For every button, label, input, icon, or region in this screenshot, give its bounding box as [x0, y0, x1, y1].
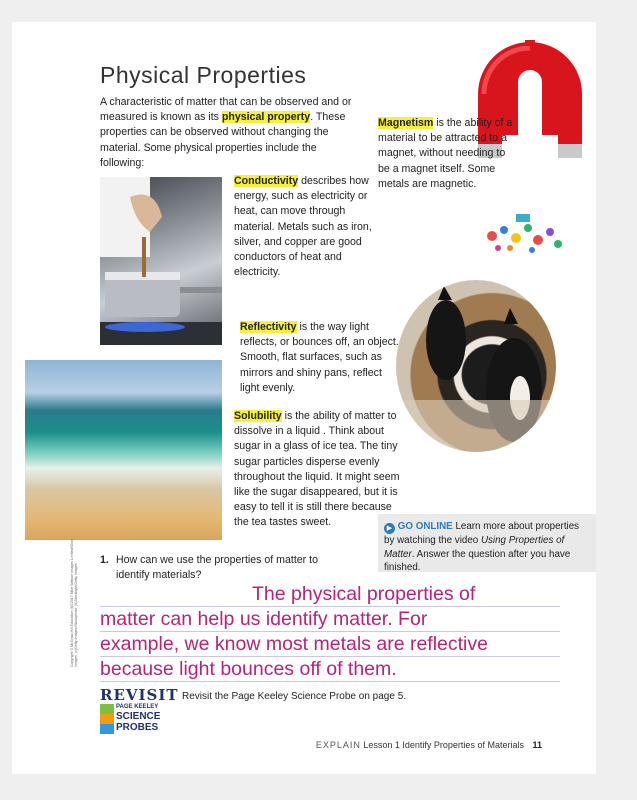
page-number: 11	[532, 740, 542, 750]
revisit-label: REVISIT	[100, 686, 179, 704]
physical-property-term: physical property	[221, 111, 311, 124]
ocean-wave-beach-image	[25, 360, 222, 540]
page-footer	[316, 740, 542, 750]
answer-line-4: because light bounces off of them.	[100, 658, 397, 680]
solubility-text: is the ability of matter to dissolve in a liquid . Think about sugar in a glass of ice tea. The tiny sugar particles disperse evenly throughout the liquid. It might seem like the sugar disappeared, but it is easy to tell it is still there because the tea tastes sweet.	[234, 410, 400, 529]
play-icon[interactable]: ▶	[384, 523, 395, 534]
magnetism-paragraph	[378, 116, 518, 192]
logo-line-1: PAGE KEELEY	[116, 704, 159, 710]
probes-logo-icon	[100, 704, 114, 734]
go-online-text	[384, 520, 590, 575]
cat-illustration	[396, 280, 556, 452]
textbook-page	[12, 22, 596, 774]
cat-in-mirror-image	[396, 280, 556, 452]
reflectivity-paragraph	[240, 320, 400, 396]
pan-illustration	[100, 177, 222, 345]
reflectivity-term: Reflectivity	[240, 321, 297, 333]
intro-text-pre: A characteristic of matter that can be observed and or measured is known as its	[100, 96, 352, 124]
footer-section: EXPLAIN	[315, 740, 361, 750]
copyright-credit: Copyright © McGraw-Hill Education (t)©2017 Mike Watson Images Limited/Glow Images, (c)Getty Images/iStockphoto, (b)Stockbyte/Getty Images	[70, 539, 79, 667]
page-title: Physical Properties	[100, 62, 307, 88]
science-probes-logo	[100, 704, 180, 734]
revisit-text: Revisit the Page Keeley Science Probe on page 5.	[182, 691, 407, 702]
answer-line-2: matter can help us identify matter. For	[100, 608, 428, 630]
go-online-post: . Answer the question after you have finished.	[384, 548, 571, 573]
logo-line-2: SCIENCE	[116, 711, 161, 722]
logo-line-3: PROBES	[116, 722, 159, 733]
solubility-term: Solubility	[234, 410, 282, 422]
intro-text-post: . These properties can be observed without changing the material. Some physical properties include the following:	[100, 111, 346, 169]
magnetism-term: Magnetism	[378, 117, 434, 129]
question-text: How can we use the properties of matter to identify materials?	[116, 554, 318, 582]
answer-area[interactable]	[100, 582, 560, 682]
go-online-label: GO ONLINE	[397, 521, 453, 532]
conductivity-paragraph	[234, 174, 374, 280]
credit-sidebar	[70, 539, 82, 667]
reflectivity-text: is the way light reflects, or bounces off, an object. Smooth, flat surfaces, such as mirrors and shiny pans, reflect light evenly.	[240, 321, 399, 394]
pan-on-stove-image	[100, 177, 222, 345]
conductivity-text: describes how energy, such as electricity or heat, can move through material. Metals such as iron, silver, and copper are good conductors of heat and electricity.	[234, 175, 372, 279]
conductivity-term: Conductivity	[234, 175, 299, 187]
magnet-pieces-image	[472, 208, 572, 258]
footer-lesson: Lesson 1 Identify Properties of Materials	[363, 740, 524, 750]
go-online-pre: Learn more about properties by watching the video	[384, 521, 580, 546]
answer-line-3: example, we know most metals are reflective	[100, 633, 488, 655]
video-title[interactable]: Using Properties of Matter	[384, 535, 565, 560]
question-number: 1.	[100, 554, 109, 566]
magnetism-text: is the ability of a material to be attracted to a magnet, without needing to be a magnet itself. Some metals are magnetic.	[378, 117, 513, 190]
solubility-paragraph	[234, 409, 402, 531]
intro-paragraph	[100, 95, 360, 171]
answer-line-1: The physical properties of	[252, 583, 476, 605]
question-1	[100, 553, 340, 583]
